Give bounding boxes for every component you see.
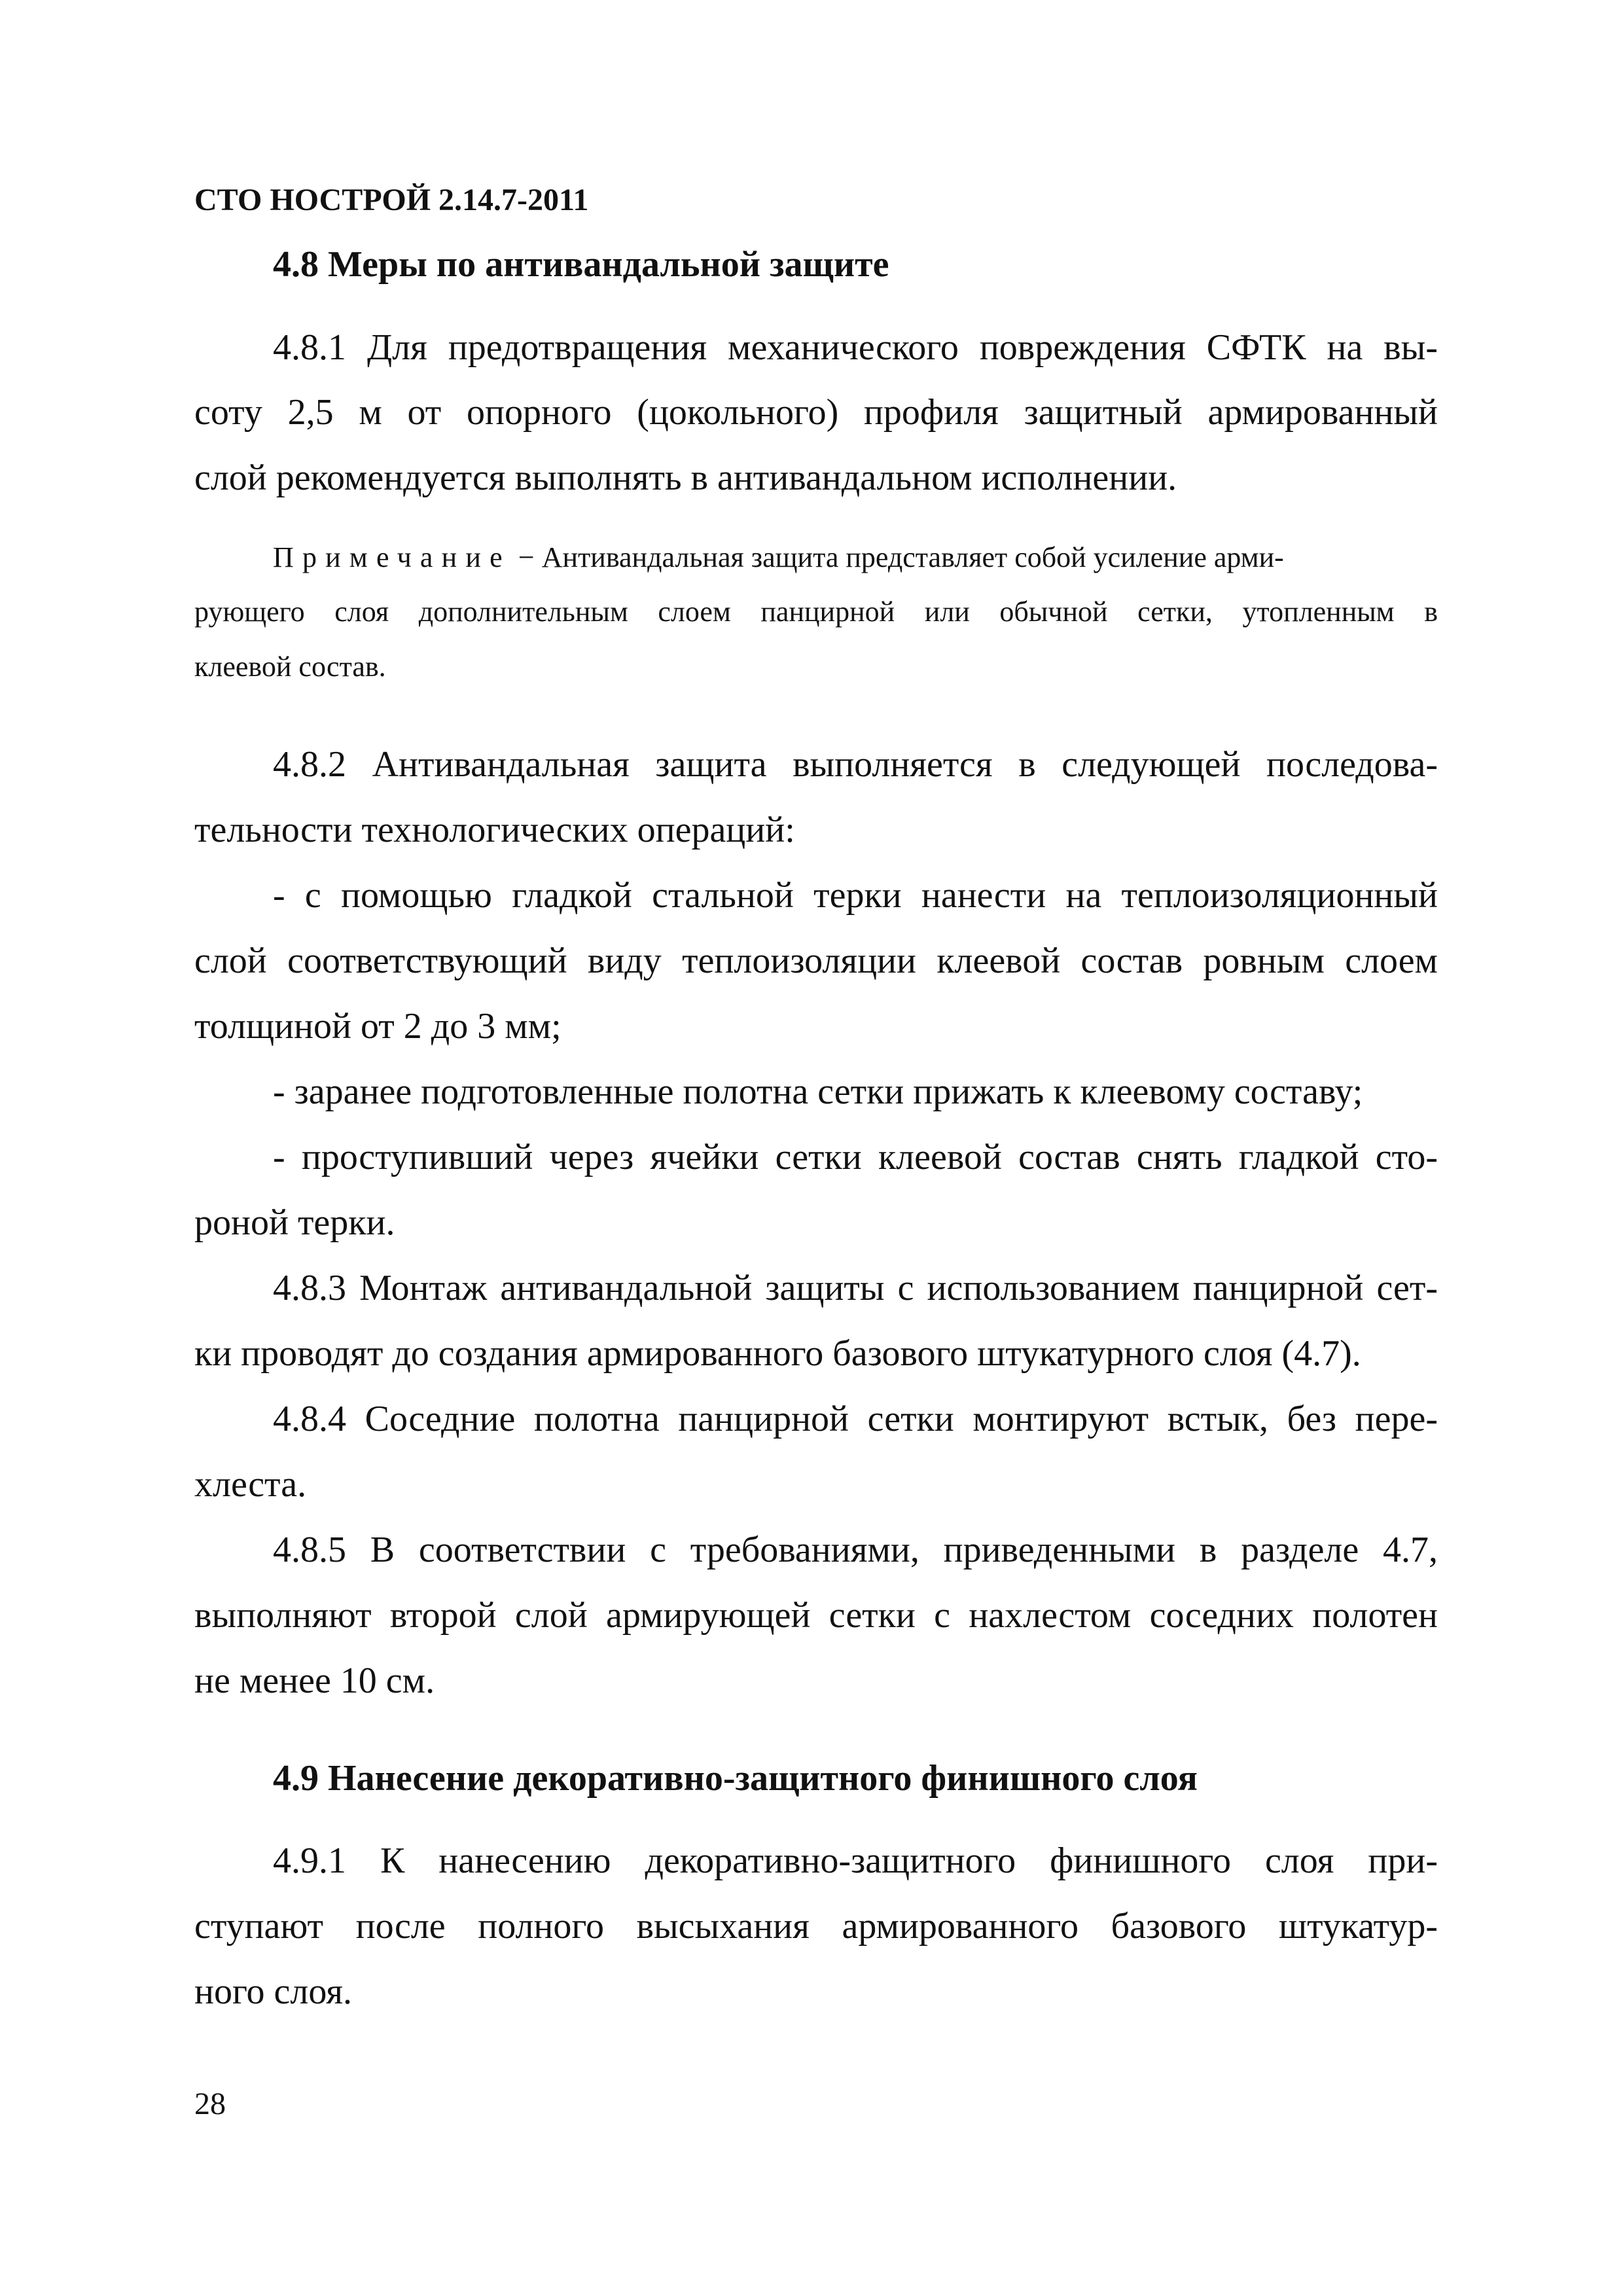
list-item-line: - с помощью гладкой стальной терки нанести на теплоизоляционный (273, 875, 1438, 916)
list-item-line: - проступивший через ячейки сетки клеевой состав снять гладкой сто- (273, 1137, 1438, 1177)
paragraph-4-8-5-line: не менее 10 см. (194, 1660, 435, 1701)
list-item-line: слой соответствующий виду теплоизоляции клеевой состав ровным слоем (194, 941, 1438, 981)
page-number: 28 (194, 2087, 226, 2121)
paragraph-4-8-2-line: 4.8.2 Антивандальная защита выполняется в следующей последова- (273, 744, 1438, 785)
paragraph-4-8-5-line: 4.8.5 В соответствии с требованиями, приведенными в разделе 4.7, (273, 1530, 1438, 1570)
list-item-line: роной терки. (194, 1202, 395, 1243)
paragraph-4-8-1-line: соту 2,5 м от опорного (цокольного) профиля защитный армированный (194, 392, 1438, 433)
note-text-line: Антивандальная защита представляет собой усиление арми- (541, 541, 1284, 573)
paragraph-4-8-4-line: 4.8.4 Соседние полотна панцирной сетки монтируют встык, без пере- (273, 1399, 1438, 1439)
note-dash: − (510, 541, 542, 573)
paragraph-4-8-1-line: слой рекомендуется выполнять в антивандальном исполнении. (194, 457, 1177, 498)
note-first-line (273, 543, 1438, 572)
paragraph-4-9-1-line: ного слоя. (194, 1971, 353, 2012)
paragraph-4-9-1-line: 4.9.1 К нанесению декоративно-защитного финишного слоя при- (273, 1840, 1438, 1881)
paragraph-4-8-5-line: выполняют второй слой армирующей сетки с нахлестом соседних полотен (194, 1595, 1438, 1636)
list-item-line: толщиной от 2 до 3 мм; (194, 1006, 562, 1047)
document-code-header: СТО НОСТРОЙ 2.14.7-2011 (194, 183, 589, 217)
paragraph-4-8-4-line: хлеста. (194, 1464, 307, 1505)
list-item-line: - заранее подготовленные полотна сетки прижать к клеевому составу; (273, 1071, 1363, 1112)
note-text-line: рующего слоя дополнительным слоем панцирной или обычной сетки, утопленным в (194, 596, 1438, 628)
paragraph-4-8-1-line: 4.8.1 Для предотвращения механического повреждения СФТК на вы- (273, 327, 1438, 368)
note-text-line: клеевой состав. (194, 651, 386, 683)
section-4-8-heading: 4.8 Меры по антивандальной защите (273, 244, 889, 285)
note-label: Примечание (273, 541, 511, 573)
paragraph-4-9-1-line: ступают после полного высыхания армированного базового штукатур- (194, 1906, 1438, 1946)
section-4-9-heading: 4.9 Нанесение декоративно-защитного финишного слоя (273, 1758, 1198, 1799)
paragraph-4-8-3-line: 4.8.3 Монтаж антивандальной защиты с использованием панцирной сет- (273, 1268, 1438, 1308)
paragraph-4-8-2-line: тельности технологических операций: (194, 810, 795, 850)
paragraph-4-8-3-line: ки проводят до создания армированного базового штукатурного слоя (4.7). (194, 1333, 1361, 1374)
